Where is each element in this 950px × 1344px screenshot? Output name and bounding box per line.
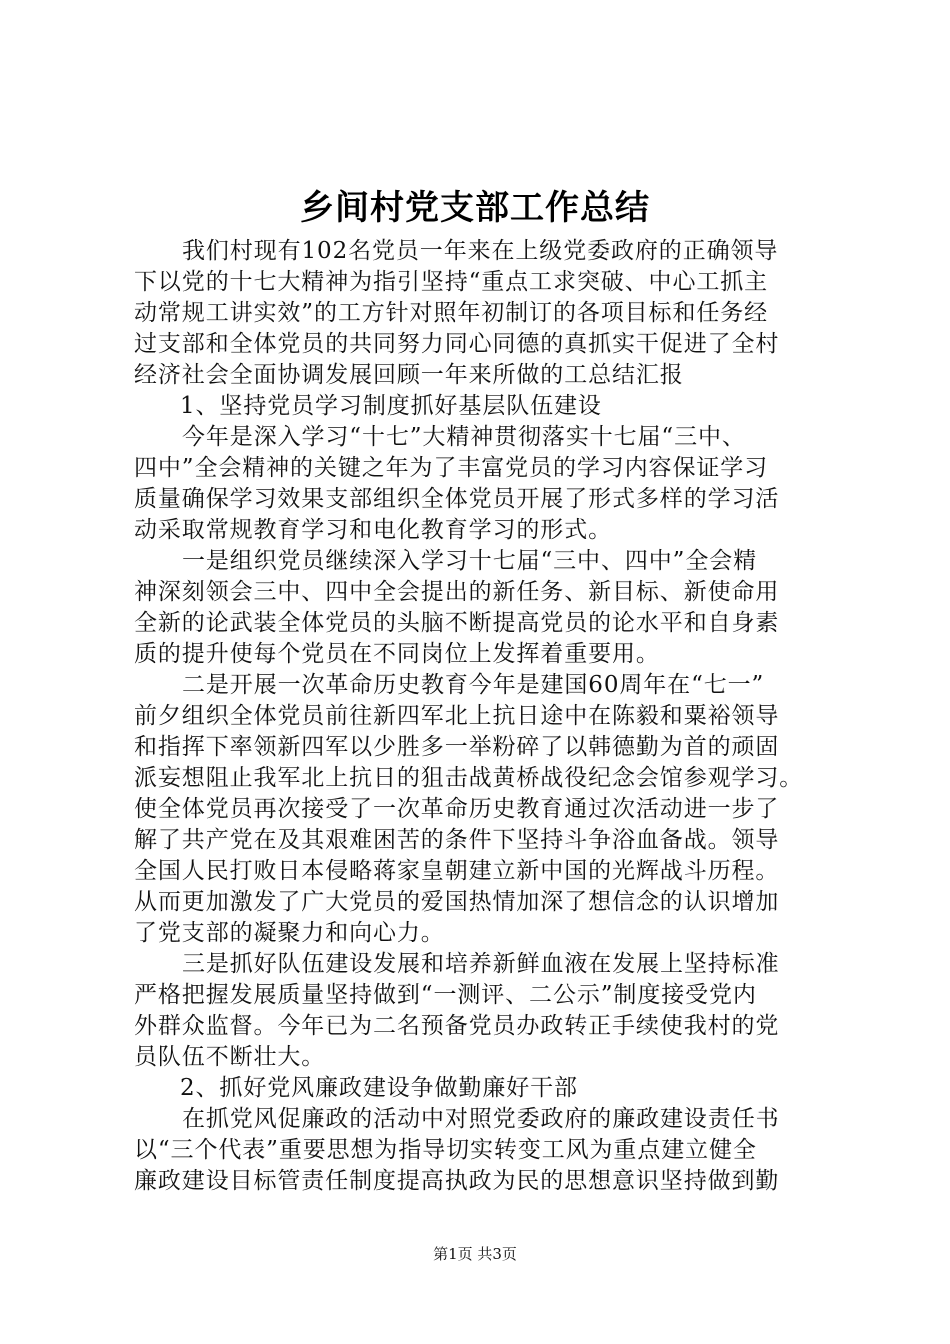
paragraph-line: 质的提升使每个党员在不同岗位上发挥着重要用。: [134, 641, 660, 667]
paragraph-line: 廉政建设目标管责任制度提高执政为民的思想意识坚持做到勤: [134, 1168, 780, 1194]
paragraph-line: 我们村现有102名党员一年来在上级党委政府的正确领导: [182, 238, 779, 264]
paragraph-line: 以“三个代表”重要思想为指导切实转变工风为重点建立健全: [134, 1137, 757, 1163]
paragraph-line: 前夕组织全体党员前往新四军北上抗日途中在陈毅和粟裕领导: [134, 703, 780, 729]
paragraph-line: 质量确保学习效果支部组织全体党员开展了形式多样的学习活: [134, 486, 780, 512]
paragraph-line: 二是开展一次革命历史教育今年是建国60周年在“七一”: [182, 672, 765, 698]
paragraph-line: 动常规工讲实效”的工方针对照年初制订的各项目标和任务经: [134, 300, 769, 326]
paragraph-line: 三是抓好队伍建设发展和培养新鲜血液在发展上坚持标准: [182, 951, 780, 977]
paragraph-line: 从而更加激发了广大党员的爱国热情加深了想信念的认识增加: [134, 889, 780, 915]
paragraph-line: 今年是深入学习“十七”大精神贯彻落实十七届“三中、: [182, 424, 746, 450]
page-number-footer: 第1页 共3页: [433, 1245, 517, 1263]
paragraph-line: 全国人民打败日本侵略蒋家皇朝建立新中国的光辉战斗历程。: [134, 858, 780, 884]
document-title: 乡间村党支部工作总结: [300, 188, 650, 228]
paragraph-line: 和指挥下率领新四军以少胜多一举粉碎了以韩德勤为首的顽固: [134, 734, 780, 760]
paragraph-line: 解了共产党在及其艰难困苦的条件下坚持斗争浴血备战。领导: [134, 827, 780, 853]
paragraph-line: 员队伍不断壮大。: [134, 1044, 326, 1070]
document-body: [134, 236, 834, 1197]
paragraph-line: 了党支部的凝聚力和向心力。: [134, 920, 445, 946]
paragraph-line: 动采取常规教育学习和电化教育学习的形式。: [134, 517, 612, 543]
section-heading: 2、抓好党风廉政建设争做勤廉好干部: [180, 1075, 578, 1101]
paragraph-line: 使全体党员再次接受了一次革命历史教育通过次活动进一步了: [134, 796, 780, 822]
paragraph-line: 过支部和全体党员的共同努力同心同德的真抓实干促进了全村: [134, 331, 780, 357]
paragraph-line: 四中”全会精神的关键之年为了丰富党员的学习内容保证学习: [134, 455, 769, 481]
paragraph-line: 经济社会全面协调发展回顾一年来所做的工总结汇报: [134, 362, 684, 388]
paragraph-line: 在抓党风促廉政的活动中对照党委政府的廉政建设责任书: [182, 1106, 780, 1132]
paragraph-line: 严格把握发展质量坚持做到“一测评、二公示”制度接受党内: [134, 982, 757, 1008]
paragraph-line: 外群众监督。今年已为二名预备党员办政转正手续使我村的党: [134, 1013, 780, 1039]
paragraph-line: 全新的论武装全体党员的头脑不断提高党员的论水平和自身素: [134, 610, 780, 636]
section-heading: 1、坚持党员学习制度抓好基层队伍建设: [180, 393, 602, 419]
paragraph-line: 一是组织党员继续深入学习十七届“三中、四中”全会精: [182, 548, 758, 574]
paragraph-line: 派妄想阻止我军北上抗日的狙击战黄桥战役纪念会馆参观学习。: [134, 765, 804, 791]
paragraph-line: 神深刻领会三中、四中全会提出的新任务、新目标、新使命用: [134, 579, 780, 605]
paragraph-line: 下以党的十七大精神为指引坚持“重点工求突破、中心工抓主: [134, 269, 769, 295]
